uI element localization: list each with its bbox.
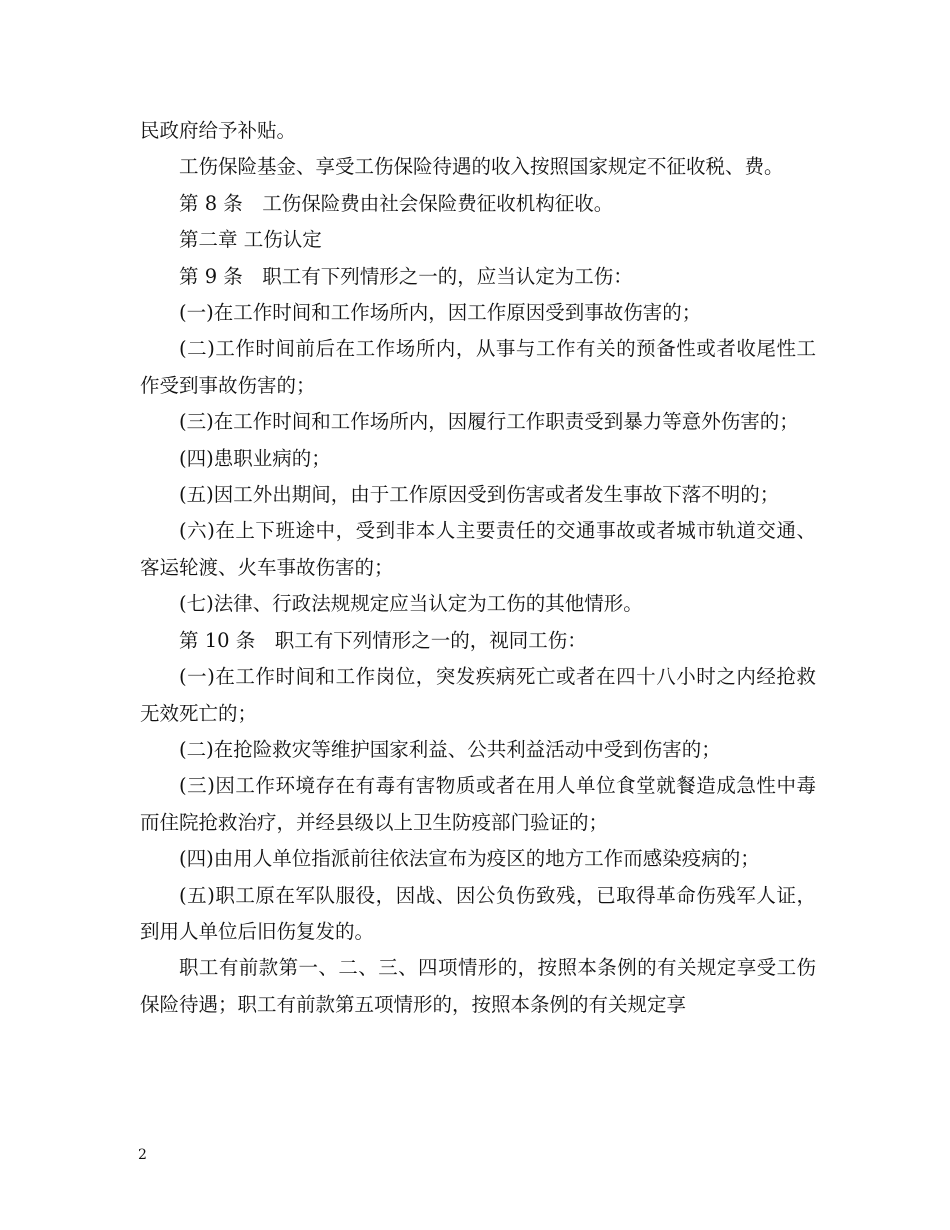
list-item: (七)法律、行政法规规定应当认定为工伤的其他情形。 [179,592,643,616]
list-item: (三)在工作时间和工作场所内，因履行工作职责受到暴力等意外伤害的； [179,410,799,434]
paragraph: 民政府给予补贴。 [140,119,297,142]
paragraph: 工伤保险基金、享受工伤保险待遇的收入按照国家规定不征收税、费。 [179,155,784,179]
paragraph: 职工有前款第一、二、三、四项情形的，按照本条例的有关规定享受工伤保险待遇；职工有前款第五项情形的，按照本条例的有关规定享 [140,956,816,1016]
article-10-paragraph: 第 10 条 职工有下列情形之一的，视同工伤： [179,628,587,652]
list-item: (一)在工作时间和工作岗位，突发疾病死亡或者在四十八小时之内经抢救无效死亡的； [140,665,816,725]
list-item: (三)因工作环境存在有毒有害物质或者在用人单位食堂就餐造成急性中毒而住院抢救治疗，并经县级以上卫生防疫部门验证的； [140,774,816,834]
list-item: (五)职工原在军队服役，因战、因公负伤致残，已取得革命伤残军人证，到用人单位后旧伤复发的。 [140,883,816,943]
list-item: (六)在上下班途中，受到非本人主要责任的交通事故或者城市轨道交通、客运轮渡、火车事故伤害的； [140,519,816,579]
article-8-paragraph: 第 8 条 工伤保险费由社会保险费征收机构征收。 [179,191,614,215]
page-number: 2 [138,1147,147,1163]
list-item: (一)在工作时间和工作场所内，因工作原因受到事故伤害的； [179,301,702,325]
chapter-heading: 第二章 工伤认定 [179,228,322,252]
list-item: (二)工作时间前后在工作场所内，从事与工作有关的预备性或者收尾性工作受到事故伤害的； [140,337,816,397]
article-9-paragraph: 第 9 条 职工有下列情形之一的，应当认定为工伤： [179,264,633,288]
list-item: (二)在抢险救灾等维护国家利益、公共利益活动中受到伤害的； [179,737,721,761]
list-item: (四)患职业病的； [179,446,331,470]
list-item: (五)因工外出期间，由于工作原因受到伤害或者发生事故下落不明的； [179,483,780,507]
document-body [140,113,816,1023]
list-item: (四)由用人单位指派前往依法宣布为疫区的地方工作而感染疫病的； [179,847,760,871]
